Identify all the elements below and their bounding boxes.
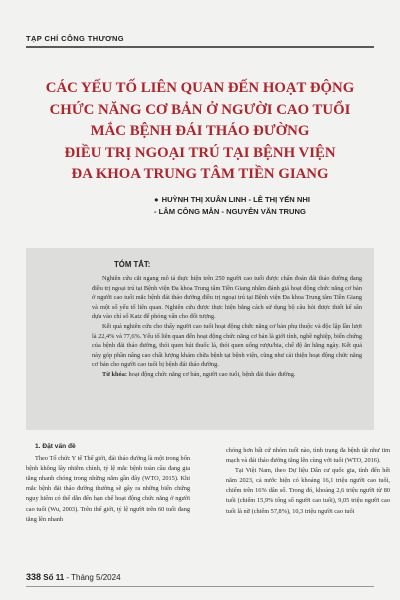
journal-name: TẠP CHÍ CÔNG THƯƠNG <box>26 34 124 43</box>
keywords-text: hoạt động chức năng cơ bản, người cao tuổi, bệnh đái tháo đường. <box>128 370 296 378</box>
title-line: MẮC BỆNH ĐÁI THÁO ĐƯỜNG <box>90 123 310 139</box>
abstract-paragraph: Kết quả nghiên cứu cho thấy người cao tuổi hoạt động chức năng cơ bản phụ thuộc và độc lập lần lượt là 22,4% và 77,6%. Yếu tố liên quan đến hoạt động chức năng cơ bản là giới tính, nghề nghiệp, biến chứng của bệnh đái tháo đường, thói quen hút thuốc lá, thói quen uống rượu/bia, chế độ ăn hằng ngày. Kết quả này góp phần nâng cao chất lượng khám chữa bệnh tại bệnh viện, cũng như cải thiện hoạt động chức năng cơ bản cho người cao tuổi bị bệnh đái tháo đường. <box>92 322 362 369</box>
article-title <box>30 78 370 186</box>
abstract-paragraph: Nghiên cứu cắt ngang mô tả thực hiện trên 250 người cao tuổi được chẩn đoán đái tháo đường đang điều trị ngoại trú tại Bệnh viện Đa khoa Trung tâm Tiền Giang nhằm đánh giá hoạt động chức năng cơ bản ở người cao tuổi mắc bệnh đái tháo đường điều trị ngoại trú tại Bệnh viện Đa khoa Trung tâm Tiền Giang và một số yếu tố liên quan. Nghiên cứu được thực hiện bằng cách sử dụng bộ câu hỏi được thiết kế sẵn dựa vào chỉ số Katz để phỏng vấn cho đối tượng. <box>92 275 362 321</box>
header-rule <box>26 46 374 48</box>
left-column <box>26 442 190 525</box>
page-number: 338 <box>26 572 42 582</box>
issue-date: - Tháng 5/2024 <box>64 573 121 582</box>
bullet-icon: ● <box>154 195 159 204</box>
issue-number: Số 11 <box>43 573 65 582</box>
body-paragraph: Tại Việt Nam, theo Dự liệu Dân cư quốc gia, tính đến hết năm 2023, cả nước hiện có khoảng 16,1 triệu người cao tuổi, chiếm trên 16% dân số. Trong đó, khoảng 2,6 triệu người từ 80 tuổi (chiếm 15,9% tổng số người cao tuổi), 9,05 triệu người cao tuổi là nữ (chiếm 57,8%), 10,3 triệu người cao tuổi <box>226 467 390 515</box>
authors-line-2: - LÂM CÔNG MẪN - NGUYỄN VĂN TRUNG <box>154 207 306 216</box>
abstract-box <box>26 248 374 430</box>
keywords <box>92 370 362 380</box>
title-line: CHỨC NĂNG CƠ BẢN Ở NGƯỜI CAO TUỔI <box>49 101 351 118</box>
title-line: ĐIỀU TRỊ NGOẠI TRÚ TẠI BỆNH VIỆN <box>64 144 336 161</box>
body-paragraph: chóng hơn bất cứ nhóm tuổi nào, tình trạng đa bệnh tật như tim mạch và đái tháo đường tăng lên cùng với tuổi (WTO, 2016). <box>226 447 390 465</box>
abstract-heading: TÓM TẮT: <box>114 260 151 269</box>
author-list <box>154 194 384 218</box>
section-heading: 1. Đặt vấn đề <box>35 443 76 450</box>
title-line: CÁC YẾU TỐ LIÊN QUAN ĐẾN HOẠT ĐỘNG <box>45 80 355 96</box>
keywords-label: Từ khóa: <box>102 370 127 378</box>
page-footer <box>26 572 121 582</box>
abstract-body <box>92 274 362 380</box>
body-paragraph: Theo Tổ chức Y tế Thế giới, đái tháo đường là một trong bốn bệnh không lây nhiễm chính, tỷ lệ mắc bệnh toàn cầu đang gia tăng nhanh chóng trong những năm gần đây (WTO, 2015). Khi mắc bệnh đái tháo đường thường sẽ gây ra những biến chứng nguy hiểm có thể dẫn đến hạn chế hoạt động chức năng ở người cao tuổi (Wu, 2003). Trên thế giới, tỷ lệ người trên 60 tuổi đang tăng lên nhanh <box>26 455 190 523</box>
title-line: ĐA KHOA TRUNG TÂM TIỀN GIANG <box>71 166 329 182</box>
authors-line-1: HUỲNH THỊ XUÂN LINH - LÊ THỊ YẾN NHI <box>161 195 310 204</box>
footer-rule <box>26 586 374 587</box>
right-column <box>226 446 390 517</box>
